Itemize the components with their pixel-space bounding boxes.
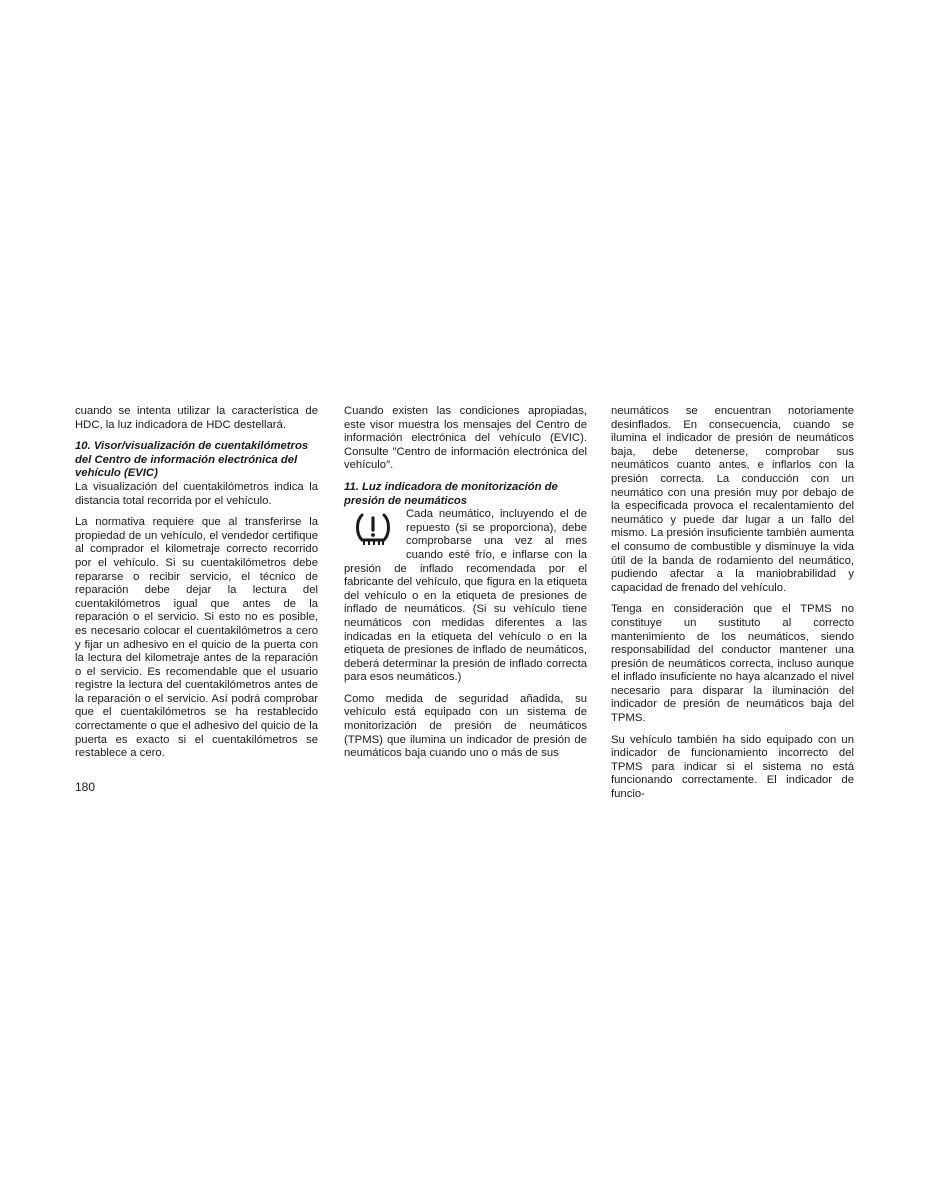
paragraph-evic-messages: Cuando existen las condiciones apropiadas, este visor muestra los mensajes del Centro de información electrónica del vehículo (EVIC). Consulte ″Centro de información electrónica del vehículo″. (344, 405, 587, 472)
column-left (75, 405, 318, 769)
column-middle (344, 405, 587, 761)
paragraph-tpms-malfunction: Su vehículo también ha sido equipado con un indicador de funcionamiento incorrecto del TPMS para indicar si el sistema no está funcionando correctamente. El indicador de funcio- (611, 733, 854, 801)
column-right (611, 405, 854, 802)
paragraph-tire-check: Cada neumático, incluyendo el de repuesto (si se proporciona), debe comprobarse una vez al mes cuando esté frío, e inflarse con la presión de inflado recomendada por el fabricante del vehículo, que figura en la etiqueta del vehículo o en la etiqueta de presiones de inflado de neumáticos. (Si su vehículo tiene neumáticos con medidas diferentes a las indicadas en la etiqueta del vehículo o en la etiqueta de presiones de inflado de neumáticos, deberá determinar la presión de inflado correcta para esos neumáticos.) (344, 508, 587, 684)
paragraph-odometer-regulation: La normativa requiere que al transferirse la propiedad de un vehículo, el vendedor certifique al comprador el kilometraje correcto recorrido por el vehículo. Si su cuentakilómetros debe repararse o recibir servicio, el técnico de reparación debe dejar la lectura del cuentakilómetros igual que antes de la reparación o el servicio. Si esto no es posible, es necesario colocar el cuentakilómetros a cero y fijar un adhesivo en el quicio de la puerta con la lectura del kilometraje antes de la reparación o el servicio. Es recomendable que el usuario registre la lectura del cuentakilómetros antes de la reparación o el servicio. Así podrá comprobar que el cuentakilómetros se ha restablecido correctamente o que el adhesivo del quicio de la puerta es exacto si el cuentakilómetros se restablece a cero. (75, 516, 318, 760)
tire-pressure-warning-icon (344, 512, 402, 556)
paragraph-hdc-continuation: cuando se intenta utilizar la característica de HDC, la luz indicadora de HDC destellará. (75, 405, 318, 431)
paragraph-tpms-system: Como medida de seguridad añadida, su vehículo está equipado con un sistema de monitorización de presión de neumáticos (TPMS) que ilumina un indicador de presión de neumáticos baja cuando uno o más de sus (344, 692, 587, 760)
paragraph-odometer-intro: La visualización del cuentakilómetros indica la distancia total recorrida por el vehículo. (75, 480, 318, 507)
paragraph-underinflation: neumáticos se encuentran notoriamente desinflados. En consecuencia, cuando se ilumina el indicador de presión de neumáticos baja, debe detenerse, comprobar sus neumáticos cuanto antes, e inflarlos con la presión correcta. La conducción con un neumático con una presión muy por debajo de la especificada provoca el recalentamiento del neumático y puede dar lugar a un fallo del mismo. La presión insuficiente también aumenta el consumo de combustible y disminuye la vida útil de la banda de rodamiento del neumático, pudiendo afectar a la maniobrabilidad y capacidad de frenado del vehículo. (611, 405, 854, 594)
heading-odometer-display: 10. Visor/visualización de cuentakilómetros del Centro de información electrónica del vehículo (EVIC) (75, 440, 309, 480)
page-number: 180 (75, 780, 96, 794)
heading-tpms-light: 11. Luz indicadora de monitorización de presión de neumáticos (344, 480, 558, 507)
paragraph-tpms-responsibility: Tenga en consideración que el TPMS no constituye un sustituto al correcto mantenimiento de los neumáticos, siendo responsabilidad del conductor mantener una presión de neumáticos correcta, incluso aunque el inflado insuficiente no haya alcanzado el nivel necesario para disparar la iluminación del indicador de presión de neumáticos baja del TPMS. (611, 603, 854, 725)
